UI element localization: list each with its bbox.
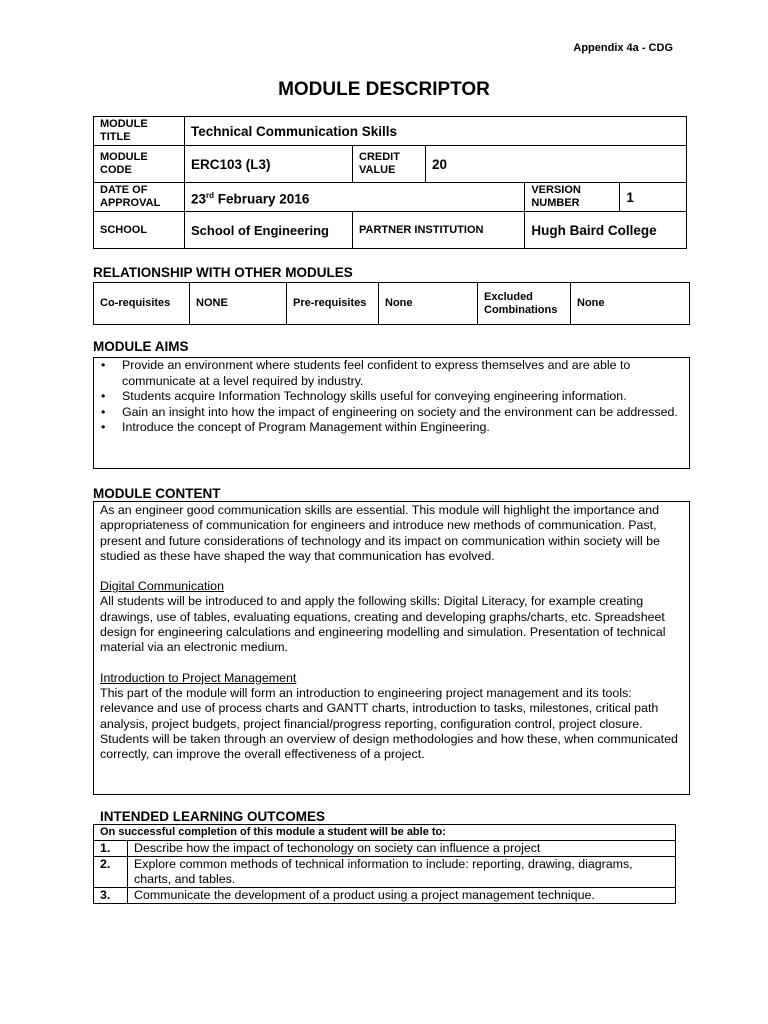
module-code-value: ERC103 (L3)	[185, 146, 353, 183]
date-of-approval-label: DATE OF APPROVAL	[94, 183, 185, 212]
outcome-text: Communicate the development of a product using a project management technique.	[128, 888, 676, 904]
school-value: School of Engineering	[185, 212, 353, 249]
appendix-label: Appendix 4a - CDG	[573, 42, 673, 54]
module-code-label: MODULE CODE	[94, 146, 185, 183]
digital-communication-text: All students will be introduced to and apply the following skills: Digital Literacy, for example creating drawings, use of tables, evaluating equations, creating and developing graphs/charts, etc. Spreadsheet design for engineering calculations and engineering modelling and simulation. Presentation of technical material via an electronic medium.	[100, 594, 666, 655]
module-details-table	[93, 116, 687, 249]
partner-institution-label: PARTNER INSTITUTION	[353, 212, 525, 249]
corequisites-value: NONE	[190, 283, 287, 325]
project-management-heading: Introduction to Project Management	[100, 670, 297, 685]
relationship-heading: RELATIONSHIP WITH OTHER MODULES	[93, 265, 353, 280]
outcome-number: 2.	[94, 857, 128, 888]
credit-value-label: CREDIT VALUE	[353, 146, 426, 183]
school-label: SCHOOL	[94, 212, 185, 249]
module-content-box	[93, 501, 690, 795]
outcome-text: Describe how the impact of techonology on society can influence a project	[128, 841, 676, 857]
date-of-approval-value: 23rd February 2016	[185, 183, 525, 212]
project-management-text: This part of the module will form an introduction to engineering project management and its tools: relevance and use of process charts and GANTT charts, introduction to tasks, milestones, critical path analysis, project budgets, project financial/progress reporting, configuration control, project closure. Students will be taken through an overview of design methodologies and how these, when communicated correctly, can improve the overall effectiveness of a project.	[100, 685, 678, 762]
outcomes-intro: On successful completion of this module a student will be able to:	[94, 825, 676, 841]
corequisites-label: Co-requisites	[94, 283, 190, 325]
module-aims-box	[93, 357, 690, 469]
aim-item: • Gain an insight into how the impact of engineering on society and the environment can be addressed.	[122, 405, 683, 421]
excluded-combinations-value: None	[571, 283, 690, 325]
outcome-text: Explore common methods of technical information to include: reporting, drawing, diagrams, charts, and tables.	[128, 857, 676, 888]
aim-item: • Students acquire Information Technology skills useful for conveying engineering information.	[122, 389, 683, 405]
page-title: MODULE DESCRIPTOR	[278, 79, 490, 100]
version-number-value: 1	[620, 183, 687, 212]
aim-item: • Provide an environment where students feel confident to express themselves and are able to communicate at a level required by industry.	[122, 358, 683, 389]
module-content-heading: MODULE CONTENT	[93, 486, 221, 501]
outcome-number: 1.	[94, 841, 128, 857]
excluded-combinations-label: Excluded Combinations	[478, 283, 571, 325]
prerequisites-label: Pre-requisites	[287, 283, 379, 325]
relationship-table	[93, 282, 690, 325]
partner-institution-value: Hugh Baird College	[525, 212, 687, 249]
module-title-value: Technical Communication Skills	[185, 117, 687, 146]
learning-outcomes-heading: INTENDED LEARNING OUTCOMES	[100, 809, 326, 824]
digital-communication-heading: Digital Communication	[100, 579, 224, 594]
module-title-label: MODULE TITLE	[94, 117, 185, 146]
content-intro: As an engineer good communication skills are essential. This module will highlight the importance and appropriateness of communication for engineers and introduce new methods of communication. Past, present and future considerations of technology and its impact on communication within society will be studied as these have shaped the way that communication has evolved.	[100, 503, 660, 563]
learning-outcomes-table	[93, 824, 676, 904]
outcome-number: 3.	[94, 888, 128, 904]
aim-item: • Introduce the concept of Program Management within Engineering.	[122, 420, 683, 436]
prerequisites-value: None	[379, 283, 478, 325]
credit-value: 20	[426, 146, 687, 183]
module-aims-heading: MODULE AIMS	[93, 339, 189, 354]
version-number-label: VERSION NUMBER	[525, 183, 620, 212]
